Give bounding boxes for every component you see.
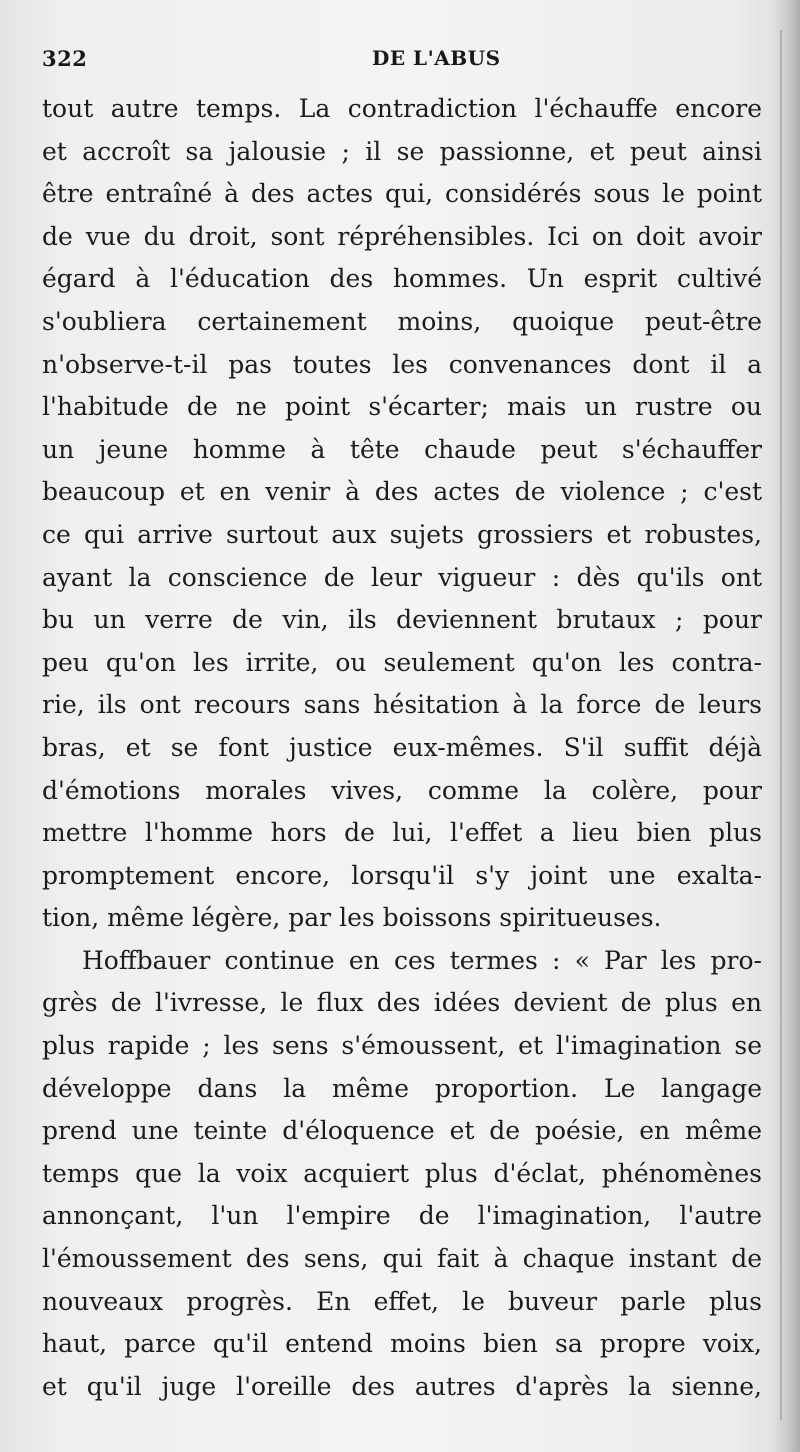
text-line: l'habitude de ne point s'écarter; mais un rustre ou <box>42 392 762 422</box>
page-edge-line <box>780 30 782 1420</box>
text-line: être entraîné à des actes qui, considérés sous le point <box>42 179 762 209</box>
text-line: rie, ils ont recours sans hésitation à la force de leurs <box>42 690 762 720</box>
text-line: nouveaux progrès. En effet, le buveur parle plus <box>42 1286 762 1316</box>
text-line: et accroît sa jalousie ; il se passionne, et peut ainsi <box>42 136 762 166</box>
text-line: bu un verre de vin, ils deviennent brutaux ; pour <box>42 605 762 635</box>
page-header <box>42 40 752 80</box>
running-head: DE L'ABUS <box>372 46 501 70</box>
text-line: s'oubliera certainement moins, quoique peut-être <box>42 306 762 336</box>
text-line: annonçant, l'un l'empire de l'imagination, l'autre <box>42 1201 762 1231</box>
text-line: ayant la conscience de leur vigueur : dès qu'ils ont <box>42 562 762 592</box>
text-line: plus rapide ; les sens s'émoussent, et l'imagination se <box>42 1031 762 1061</box>
body-text <box>42 88 762 1408</box>
text-line: bras, et se font justice eux-mêmes. S'il suffit déjà <box>42 732 762 762</box>
text-line: peu qu'on les irrite, ou seulement qu'on les contra- <box>42 647 762 677</box>
text-line: d'émotions morales vives, comme la colère, pour <box>42 775 762 805</box>
text-line: beaucoup et en venir à des actes de violence ; c'est <box>42 477 762 507</box>
text-line: mettre l'homme hors de lui, l'effet a lieu bien plus <box>42 818 762 848</box>
text-line-paragraph-start: Hoffbauer continue en ces termes : « Par les pro- <box>82 945 762 975</box>
page-edge-shadow <box>772 0 800 1452</box>
text-line: un jeune homme à tête chaude peut s'échauffer <box>42 434 762 464</box>
text-line: temps que la voix acquiert plus d'éclat, phénomènes <box>42 1158 762 1188</box>
text-line: et qu'il juge l'oreille des autres d'après la sienne, <box>42 1371 762 1401</box>
text-line: développe dans la même proportion. Le langage <box>42 1073 762 1103</box>
text-line: de vue du droit, sont répréhensibles. Ici on doit avoir <box>42 221 762 251</box>
text-line-paragraph-end: tion, même légère, par les boissons spiritueuses. <box>42 903 662 933</box>
text-line: haut, parce qu'il entend moins bien sa propre voix, <box>42 1329 762 1359</box>
text-line: promptement encore, lorsqu'il s'y joint une exalta- <box>42 860 762 890</box>
text-line: égard à l'éducation des hommes. Un esprit cultivé <box>42 264 762 294</box>
text-line: grès de l'ivresse, le flux des idées devient de plus en <box>42 988 762 1018</box>
text-line: prend une teinte d'éloquence et de poésie, en même <box>42 1116 762 1146</box>
text-line: tout autre temps. La contradiction l'échauffe encore <box>42 94 762 123</box>
text-line: n'observe-t-il pas toutes les convenances dont il a <box>42 349 762 379</box>
text-line: ce qui arrive surtout aux sujets grossiers et robustes, <box>42 519 762 549</box>
page-number: 322 <box>42 46 88 71</box>
text-line: l'émoussement des sens, qui fait à chaque instant de <box>42 1244 762 1274</box>
